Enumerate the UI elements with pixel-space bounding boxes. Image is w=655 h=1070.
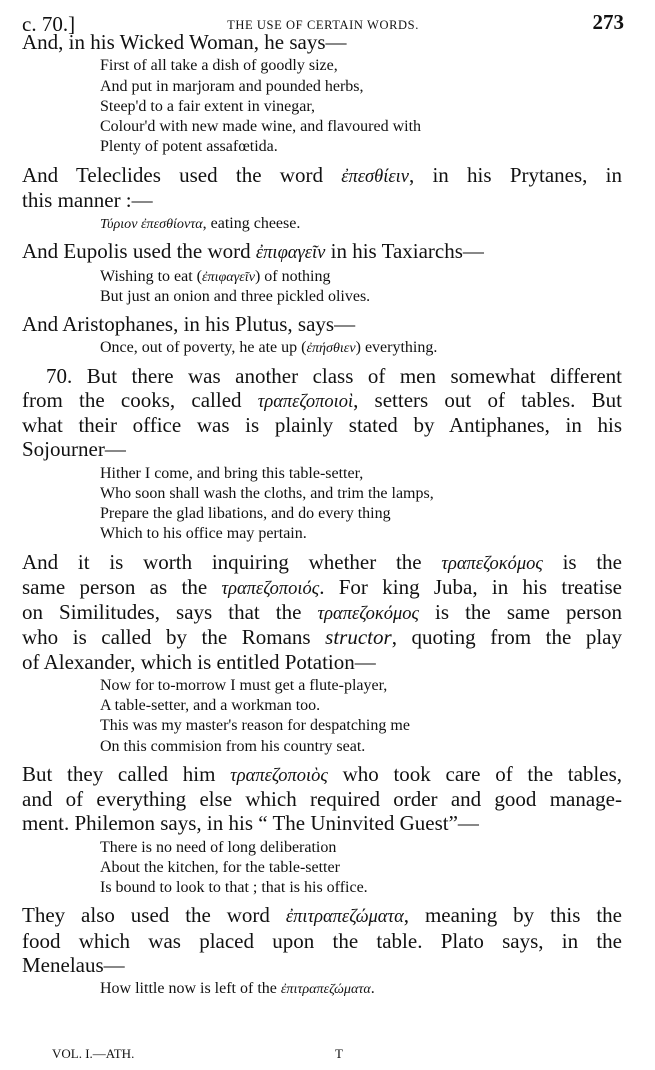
verse-quotation <box>22 838 622 899</box>
text-segment: There is no need of long deliberation <box>100 838 337 856</box>
greek-term: ἐπεσθίειν <box>341 165 409 186</box>
text-line <box>22 929 622 953</box>
text-segment: in his Taxiarchs— <box>325 239 484 264</box>
verse-line <box>100 287 622 307</box>
text-segment: They also used the word <box>22 903 286 928</box>
verse-quotation <box>22 56 622 157</box>
verse-line <box>100 504 622 524</box>
volume-label: VOL. I.—ATH. <box>52 1046 135 1061</box>
text-line <box>22 650 622 674</box>
text-segment: Prepare the glad libations, and do every thing <box>100 505 391 523</box>
section-number: c. 70.] <box>22 12 76 36</box>
prose-paragraph <box>22 239 622 264</box>
prose-paragraph <box>22 30 622 54</box>
text-segment: Plenty of potent assafœtida. <box>100 138 278 156</box>
text-segment: and of everything else which required order and good manage- <box>22 787 622 812</box>
text-line <box>22 811 622 835</box>
text-line <box>22 163 622 188</box>
prose-paragraph <box>22 163 622 212</box>
text-segment: And, in his Wicked Woman, he says— <box>22 30 347 54</box>
running-title: THE USE OF CERTAIN WORDS. <box>227 18 419 32</box>
verse-line <box>100 737 622 757</box>
text-segment: from the cooks, called <box>22 387 258 412</box>
text-line <box>22 625 622 649</box>
greek-term: Τύριον ἐπεσθίοντα <box>100 216 203 233</box>
verse-line <box>100 524 622 544</box>
text-segment: But just an onion and three pickled olives. <box>100 287 371 305</box>
text-segment: food which was placed upon the table. Plato says, in the <box>22 928 622 953</box>
text-line <box>22 364 622 388</box>
verse-quotation <box>22 464 622 545</box>
text-segment: Colour'd with new made wine, and flavoured with <box>100 118 422 136</box>
text-segment: And Eupolis used the word <box>22 239 256 264</box>
text-segment: Sojourner— <box>22 437 126 462</box>
text-line <box>22 600 622 625</box>
text-segment: A table-setter, and a workman too. <box>100 697 321 714</box>
text-line <box>22 762 622 787</box>
latin-term: structor <box>325 625 392 650</box>
text-segment: But they called him <box>22 761 231 786</box>
prose-paragraph <box>22 550 622 674</box>
text-segment: Wishing to eat ( <box>100 267 202 285</box>
text-line <box>22 903 622 928</box>
text-segment: on Similitudes, says that the <box>22 600 318 625</box>
text-segment: Now for to-morrow I must get a flute-player, <box>100 676 388 694</box>
verse-line <box>100 214 622 234</box>
verse-line <box>100 338 622 358</box>
text-segment: same person as the <box>22 574 222 599</box>
greek-term: τραπεζοκόμος <box>317 603 419 624</box>
verse-line <box>100 716 622 736</box>
text-line <box>22 30 622 54</box>
page-number: 273 <box>592 10 624 34</box>
text-segment: ) of nothing <box>254 267 331 285</box>
verse-line <box>100 117 622 137</box>
text-segment: On this commision from his country seat. <box>100 737 366 755</box>
greek-term: ἐπιτραπεζώματα <box>280 981 371 997</box>
text-segment: And put in marjoram and pounded herbs, <box>100 77 364 95</box>
text-line <box>22 437 622 461</box>
text-segment: How little now is left of the <box>100 980 281 997</box>
text-line <box>22 239 622 264</box>
text-segment: who took care of the tables, <box>327 761 623 786</box>
text-segment: Which to his office may pertain. <box>100 525 307 543</box>
text-segment: ) everything. <box>355 339 438 357</box>
text-segment: ment. Philemon says, in his “ The Uninvited Guest”— <box>22 811 479 836</box>
text-segment: About the kitchen, for the table-setter <box>100 858 340 876</box>
prose-paragraph <box>22 762 622 836</box>
text-segment: , in his Prytanes, in <box>408 162 622 187</box>
text-segment: Steep'd to a fair extent in vinegar, <box>100 97 316 115</box>
text-line <box>22 953 622 977</box>
verse-line <box>100 979 622 999</box>
verse-line <box>100 838 622 858</box>
text-segment: what their office was is plainly stated by Antiphanes, in his <box>22 413 622 438</box>
text-segment: is the same person <box>418 600 623 625</box>
text-segment: First of all take a dish of goodly size, <box>100 57 338 75</box>
text-line <box>22 550 622 575</box>
text-segment: This was my master's reason for despatching me <box>100 717 410 735</box>
verse-line <box>100 56 622 76</box>
verse-line <box>100 858 622 878</box>
text-line <box>22 413 622 437</box>
verse-quotation <box>22 979 622 999</box>
greek-term: ἐπήσθιεν <box>306 340 356 357</box>
verse-quotation <box>22 338 622 358</box>
verse-line <box>100 878 622 898</box>
text-segment: of Alexander, which is entitled Potation— <box>22 649 376 674</box>
verse-line <box>100 484 622 504</box>
signature-mark: T <box>335 1046 343 1061</box>
greek-term: τραπεζοκόμος <box>441 552 543 573</box>
text-segment: is the <box>542 549 622 574</box>
verse-line <box>100 97 622 117</box>
verse-line <box>100 137 622 157</box>
greek-term: ἐπιτραπεζώματα <box>285 906 404 927</box>
text-segment: . For king Juba, in his treatise <box>319 574 622 599</box>
text-segment: , meaning by this the <box>403 903 622 928</box>
text-line <box>22 575 622 600</box>
text-segment: this manner :— <box>22 187 153 212</box>
text-segment: , eating cheese. <box>202 215 301 233</box>
greek-term: ἐπιφαγεῖν <box>202 268 255 285</box>
verse-line <box>100 464 622 484</box>
text-segment: 70. But there was another class of men somewhat different <box>46 363 622 388</box>
text-line <box>22 312 622 336</box>
verse-quotation <box>22 214 622 234</box>
verse-quotation <box>22 267 622 308</box>
verse-line <box>100 676 622 696</box>
text-segment: Who soon shall wash the cloths, and trim the lamps, <box>100 484 434 502</box>
text-line <box>22 388 622 413</box>
text-segment: . <box>370 980 375 997</box>
text-segment: , quoting from the play <box>391 625 622 650</box>
page-body <box>22 30 622 1004</box>
prose-paragraph <box>22 903 622 977</box>
text-line <box>22 188 622 212</box>
text-segment: And Aristophanes, in his Plutus, says— <box>22 312 356 337</box>
verse-line <box>100 696 622 716</box>
text-line <box>22 787 622 811</box>
greek-term: τραπεζοποιοὶ <box>257 390 354 411</box>
text-segment: Is bound to look to that ; that is his office. <box>100 879 368 897</box>
text-segment: And it is worth inquiring whether the <box>22 549 442 574</box>
prose-paragraph <box>22 364 622 462</box>
text-segment: , setters out of tables. But <box>353 387 622 412</box>
text-segment: Hither I come, and bring this table-setter, <box>100 464 364 482</box>
text-segment: who is called by the Romans <box>22 625 326 650</box>
page-footer <box>52 1046 612 1062</box>
text-segment: Menelaus— <box>22 952 125 977</box>
text-segment: Once, out of poverty, he ate up ( <box>100 339 307 357</box>
verse-line <box>100 77 622 97</box>
greek-term: τραπεζοποιός <box>221 577 320 598</box>
verse-line <box>100 267 622 287</box>
verse-quotation <box>22 676 622 757</box>
prose-paragraph <box>22 312 622 336</box>
greek-term: τραπεζοποιὸς <box>230 764 328 785</box>
text-segment: And Teleclides used the word <box>22 162 342 187</box>
greek-term: ἐπιφαγεῖν <box>255 242 326 263</box>
